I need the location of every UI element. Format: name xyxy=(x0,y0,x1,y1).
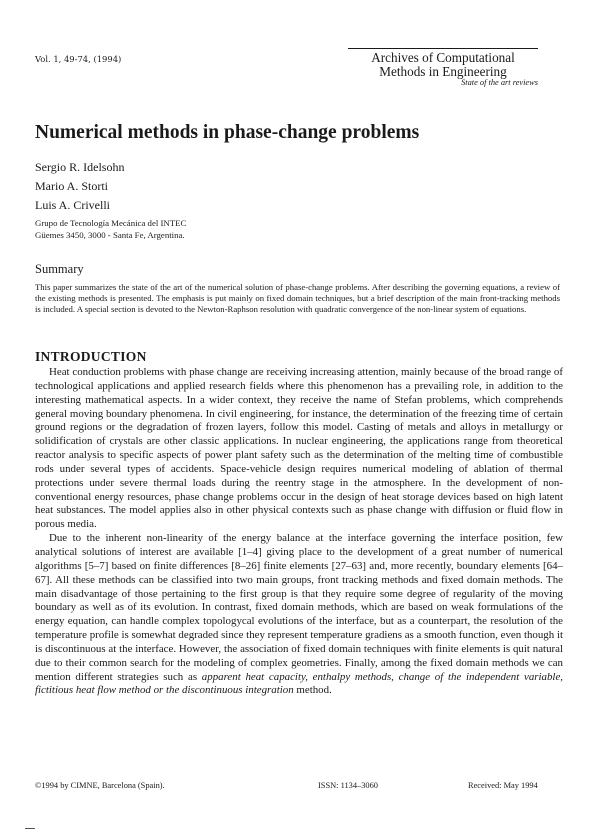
author-name: Luis A. Crivelli xyxy=(35,198,110,212)
introduction-body xyxy=(35,366,563,698)
paragraph: Heat conduction problems with phase change are receiving increasing attention, mainly because of the broad range of technological applications and applied research fields where this phenomenon has a prevailing role, in addition to the interesting mathematical aspects. In a wider context, they receive the name of Stefan problems, which comprehends general moving boundary phenomena. In civil engineering, for instance, the determination of the freezing time of certain ground regions or the degradation of frozen layers, follow this model. Casting of metals and alloys in metallurgy or solidification of crystals are other classic applications. In nuclear engineering, the applications range from theoretical reactor analysis to specific aspects of power plant safety such as the determination of the melting time of combustible rods under several types of accidents. Space-vehicle design requires numerical modeling of ablation of thermal protections under severe thermal loads during the reentry stage in the atmosphere. In the development of non-conventional energy resources, phase change problems occur in the design of heat storage devices based on high latent heat substances. The model applies also in other physical contexts such as phase change with diffusion or fluid flow in porous media. xyxy=(35,366,563,531)
journal-title-line1: Archives of Computational xyxy=(371,50,515,65)
journal-subtitle: State of the art reviews xyxy=(461,78,538,87)
affiliation-line: Güemes 3450, 3000 - Santa Fe, Argentina. xyxy=(35,229,185,240)
page-mark xyxy=(25,828,35,829)
affiliation-line: Grupo de Tecnología Mecánica del INTEC xyxy=(35,218,187,228)
author-name: Mario A. Storti xyxy=(35,179,109,193)
journal-rule xyxy=(348,48,538,49)
journal-title-line2: Methods in Engineering xyxy=(379,64,507,79)
copyright-notice: ©1994 by CIMNE, Barcelona (Spain). xyxy=(35,781,165,790)
summary-heading: Summary xyxy=(35,262,84,276)
affiliation xyxy=(35,218,186,241)
journal-header xyxy=(348,48,538,87)
author-name: Sergio R. Idelsohn xyxy=(35,160,125,174)
author-list xyxy=(35,158,124,215)
volume-info: Vol. 1, 49-74, (1994) xyxy=(35,54,122,64)
summary-text: This paper summarizes the state of the art of the numerical solution of phase-change problems. After describing the governing equations, a review of the existing methods is presented. The emphasis is put mainly on fixed domain techniques, but a brief description of the main front-tracking methods is included. A special section is devoted to the Newton-Raphson resolution with quadratic convergence of the non-linear system of equations. xyxy=(35,282,560,314)
paragraph xyxy=(35,532,563,698)
introduction-heading: INTRODUCTION xyxy=(35,349,147,364)
paragraph-end: method. xyxy=(296,684,332,697)
paper-title: Numerical methods in phase-change problems xyxy=(35,122,420,143)
method-names-italic: apparent heat capacity, enthalpy methods, change of the independent variable, fictitious heat flow method or the discontinuous integration xyxy=(35,670,563,697)
paragraph-text: Due to the inherent non-linearity of the energy balance at the interface governing the interface position, few analytical solutions of interest are available [1–4] giving place to the development of a great number of numerical algorithms [5–7] based on finite differences [8–26] finite elements [27–63] and, more recently, boundary elements [64–67]. All these methods can be classified into two main groups, front tracking methods and fixed domain methods. The main disadvantage of those pertaining to the first group is that they require some degree of regularity of the moving boundary as well as of its evolution. In contrast, fixed domain methods, which are based on weak formulations of the energy equation, can handle complex topologycal evolutions of the interface, but as a counterpart, the resolution of the temperature profile is somewhat degraded since they represent temperature gradiens as a smooth function, even though it is discontinuous at the interface. However, the association of fixed domain techniques with finite elements is quit natural due to their common search for the modeling of complex geometries. Finally, among the fixed domain methods we can mention different strategies such as xyxy=(35,532,563,683)
issn: ISSN: 1134–3060 xyxy=(318,781,378,790)
received-date: Received: May 1994 xyxy=(468,781,538,790)
